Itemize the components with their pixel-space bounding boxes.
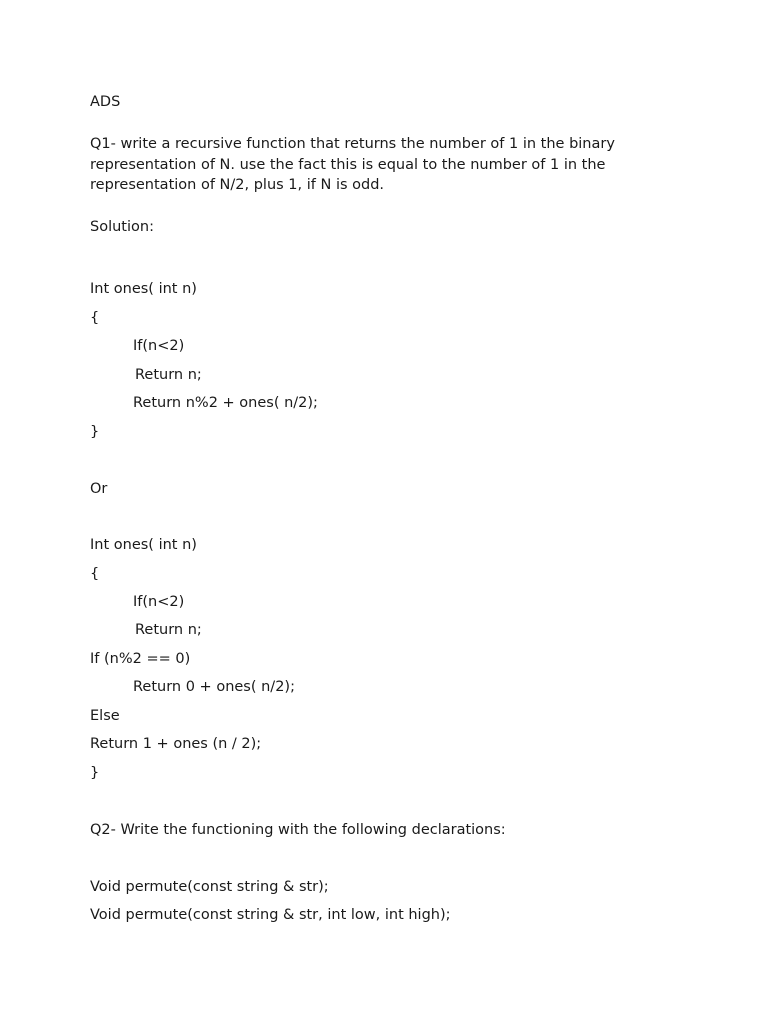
code2-line: If (n%2 == 0) bbox=[90, 651, 191, 667]
code2-line: } bbox=[90, 765, 100, 781]
code1-line: Int ones( int n) bbox=[90, 281, 197, 297]
code2-line: Return 0 + ones( n/2); bbox=[133, 679, 295, 695]
q1-question: Q1- write a recursive function that returns the number of 1 in the binary representation of N. use the fact this is equal to the number of 1 in the representation of N/2, plus 1, if N is odd. bbox=[90, 136, 615, 193]
code2-line: Return 1 + ones (n / 2); bbox=[90, 736, 262, 752]
doc-title: ADS bbox=[90, 94, 121, 110]
code2-line: Return n; bbox=[135, 622, 202, 638]
code1-line: If(n<2) bbox=[133, 338, 185, 354]
q2-declaration: Void permute(const string & str); bbox=[90, 879, 329, 895]
code1-line: { bbox=[90, 310, 100, 326]
code2-line: Else bbox=[90, 708, 120, 724]
code2-line: { bbox=[90, 566, 100, 582]
q2-question: Q2- Write the functioning with the following declarations: bbox=[90, 822, 506, 838]
or-label: Or bbox=[90, 481, 108, 497]
code1-line: Return n; bbox=[135, 367, 202, 383]
code1-line: } bbox=[90, 424, 100, 440]
code1-line: Return n%2 + ones( n/2); bbox=[133, 395, 318, 411]
code2-line: Int ones( int n) bbox=[90, 537, 197, 553]
code2-line: If(n<2) bbox=[133, 594, 185, 610]
q2-declaration: Void permute(const string & str, int low, int high); bbox=[90, 907, 451, 923]
solution-label: Solution: bbox=[90, 219, 154, 235]
